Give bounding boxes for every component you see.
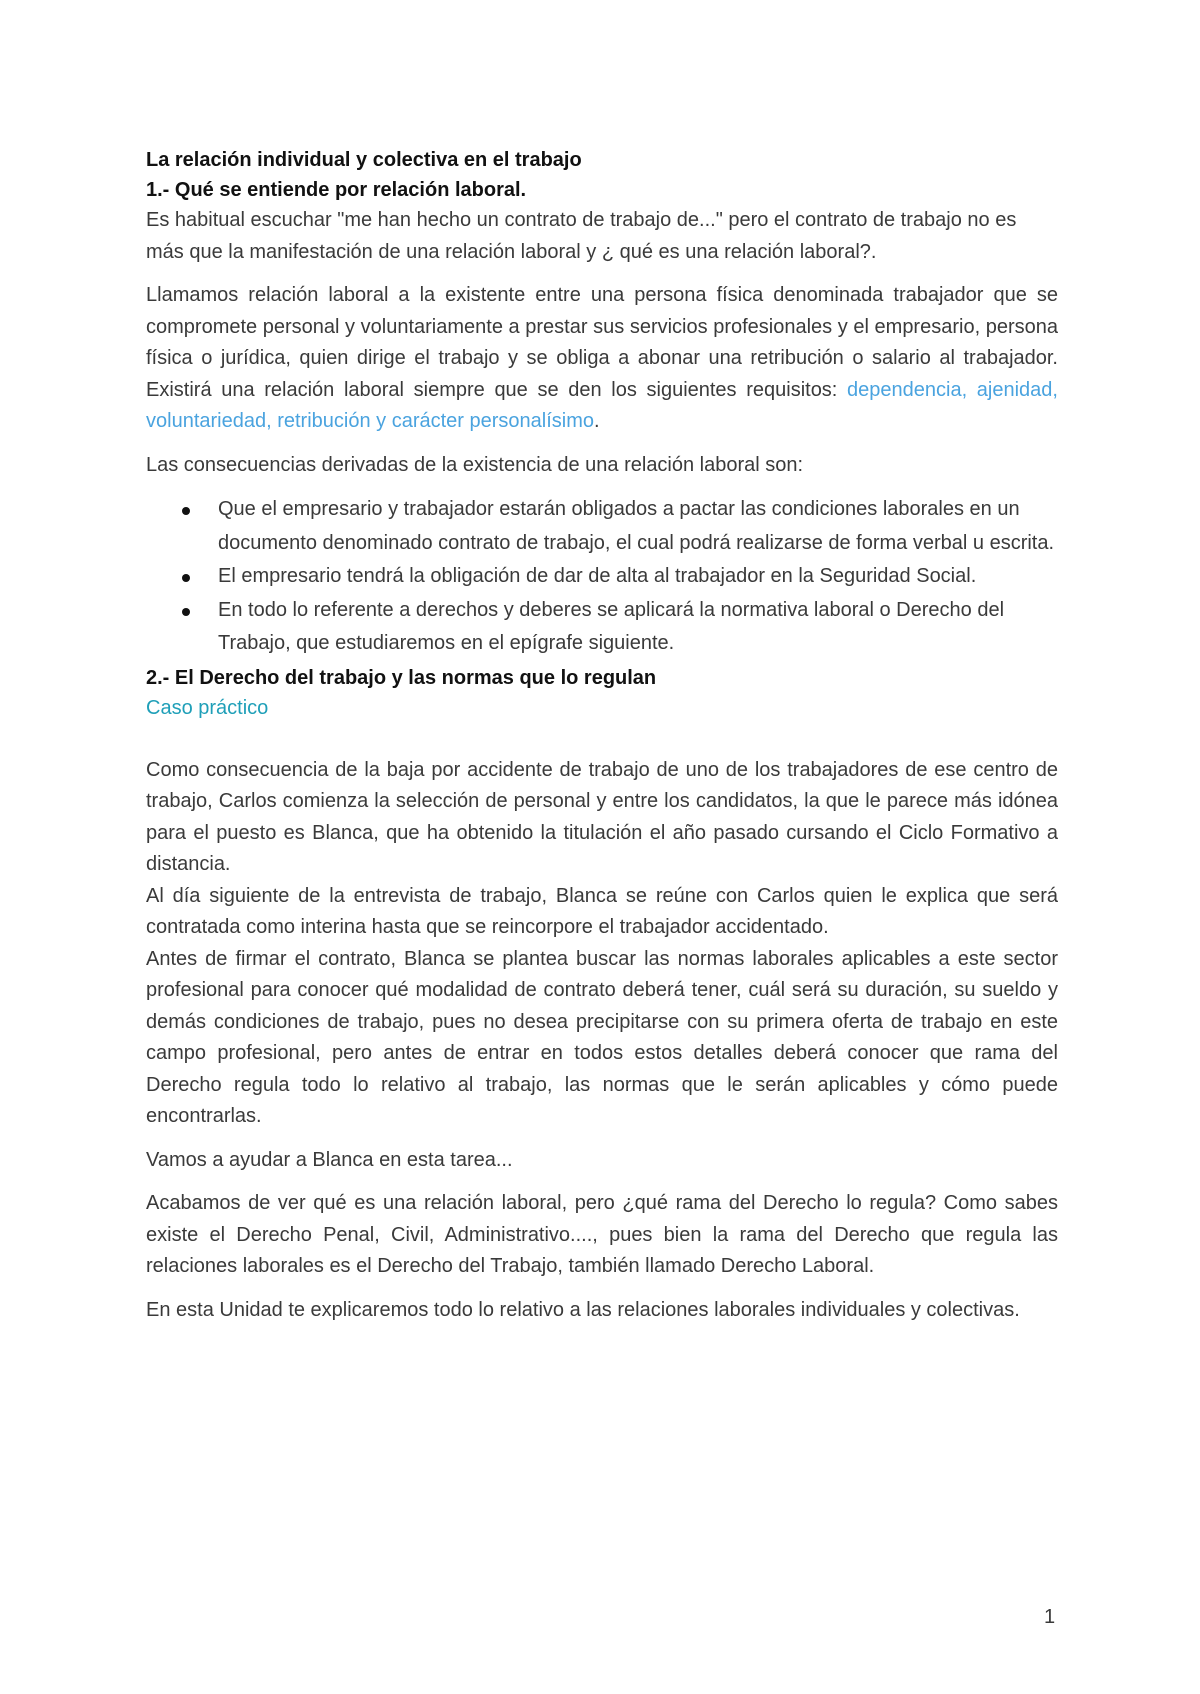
requirements-highlight: dependencia, ajenidad, voluntariedad, retribución y carácter personalísimo bbox=[146, 378, 1058, 432]
bullet-icon bbox=[182, 507, 190, 515]
definition-paragraph bbox=[146, 280, 1058, 438]
branch-paragraph: Acabamos de ver qué es una relación laboral, pero ¿qué rama del Derecho lo regula? Como sabes existe el Derecho Penal, Civil, Administrativo...., pues bien la rama del Derecho que regula las relaciones laborales es el Derecho del Trabajo, también llamado Derecho Laboral. bbox=[146, 1192, 1058, 1277]
case-paragraph-3: Antes de firmar el contrato, Blanca se plantea buscar las normas laborales aplicables a este sector profesional para conocer qué modalidad de contrato deberá tener, cuál será su duración, su sueldo y demás condiciones de trabajo, pues no desea precipitarse con su primera oferta de trabajo en este campo profesional, pero antes de entrar en todos estos detalles deberá conocer que rama del Derecho regula todo lo relativo al trabajo, las normas que le serán aplicables y cómo puede encontrarlas. bbox=[146, 947, 1058, 1127]
case-paragraph-2: Al día siguiente de la entrevista de trabajo, Blanca se reúne con Carlos quien le explica que será contratada como interina hasta que se reincorpore el trabajador accidentado. bbox=[146, 884, 1058, 938]
case-paragraph-1: Como consecuencia de la baja por accidente de trabajo de uno de los trabajadores de ese centro de trabajo, Carlos comienza la selección de personal y entre los candidatos, la que le parece más idónea para el puesto es Blanca, que ha obtenido la titulación el año pasado cursando el Ciclo Formativo a distancia. bbox=[146, 758, 1058, 875]
unit-paragraph: En esta Unidad te explicaremos todo lo relativo a las relaciones laborales individuales y colectivas. bbox=[146, 1298, 1020, 1321]
bullet-icon bbox=[182, 608, 190, 616]
list-item bbox=[218, 560, 1058, 594]
section-2-heading: 2.- El Derecho del trabajo y las normas que lo regulan bbox=[146, 666, 657, 689]
list-item-text: En todo lo referente a derechos y deberes se aplicará la normativa laboral o Derecho del Trabajo, que estudiaremos en el epígrafe siguiente. bbox=[218, 598, 1005, 654]
section-1-heading: 1.- Qué se entiende por relación laboral. bbox=[146, 179, 527, 201]
consequences-list bbox=[146, 493, 1058, 661]
list-item-text: Que el empresario y trabajador estarán obligados a pactar las condiciones laborales en un documento denominado contrato de trabajo, el cual podrá realizarse de forma verbal u escrita. bbox=[218, 498, 1055, 554]
help-line: Vamos a ayudar a Blanca en esta tarea... bbox=[146, 1148, 513, 1171]
section-1-intro: Es habitual escuchar "me han hecho un contrato de trabajo de..." pero el contrato de trabajo no es más que la manifestación de una relación laboral y ¿ qué es una relación laboral?. bbox=[146, 209, 1017, 263]
definition-text: Llamamos relación laboral a la existente entre una persona física denominada trabajador que se compromete personal y voluntariamente a prestar sus servicios profesionales y el empresario, persona física o jurídica, quien dirige el trabajo y se obliga a abonar una retribución o salario al trabajador. Existirá una relación laboral siempre que se den los siguientes requisitos: bbox=[146, 284, 1058, 401]
list-item bbox=[218, 493, 1058, 560]
consequences-intro: Las consecuencias derivadas de la existencia de una relación laboral son: bbox=[146, 453, 804, 476]
document-title: La relación individual y colectiva en el trabajo bbox=[146, 149, 582, 171]
definition-end: . bbox=[594, 410, 600, 432]
list-item bbox=[218, 594, 1058, 661]
page-number: 1 bbox=[1044, 1606, 1056, 1628]
list-item-text: El empresario tendrá la obligación de dar de alta al trabajador en la Seguridad Social. bbox=[218, 565, 977, 587]
bullet-icon bbox=[182, 574, 190, 582]
case-study-label: Caso práctico bbox=[146, 696, 269, 719]
page-content bbox=[146, 145, 1058, 1338]
